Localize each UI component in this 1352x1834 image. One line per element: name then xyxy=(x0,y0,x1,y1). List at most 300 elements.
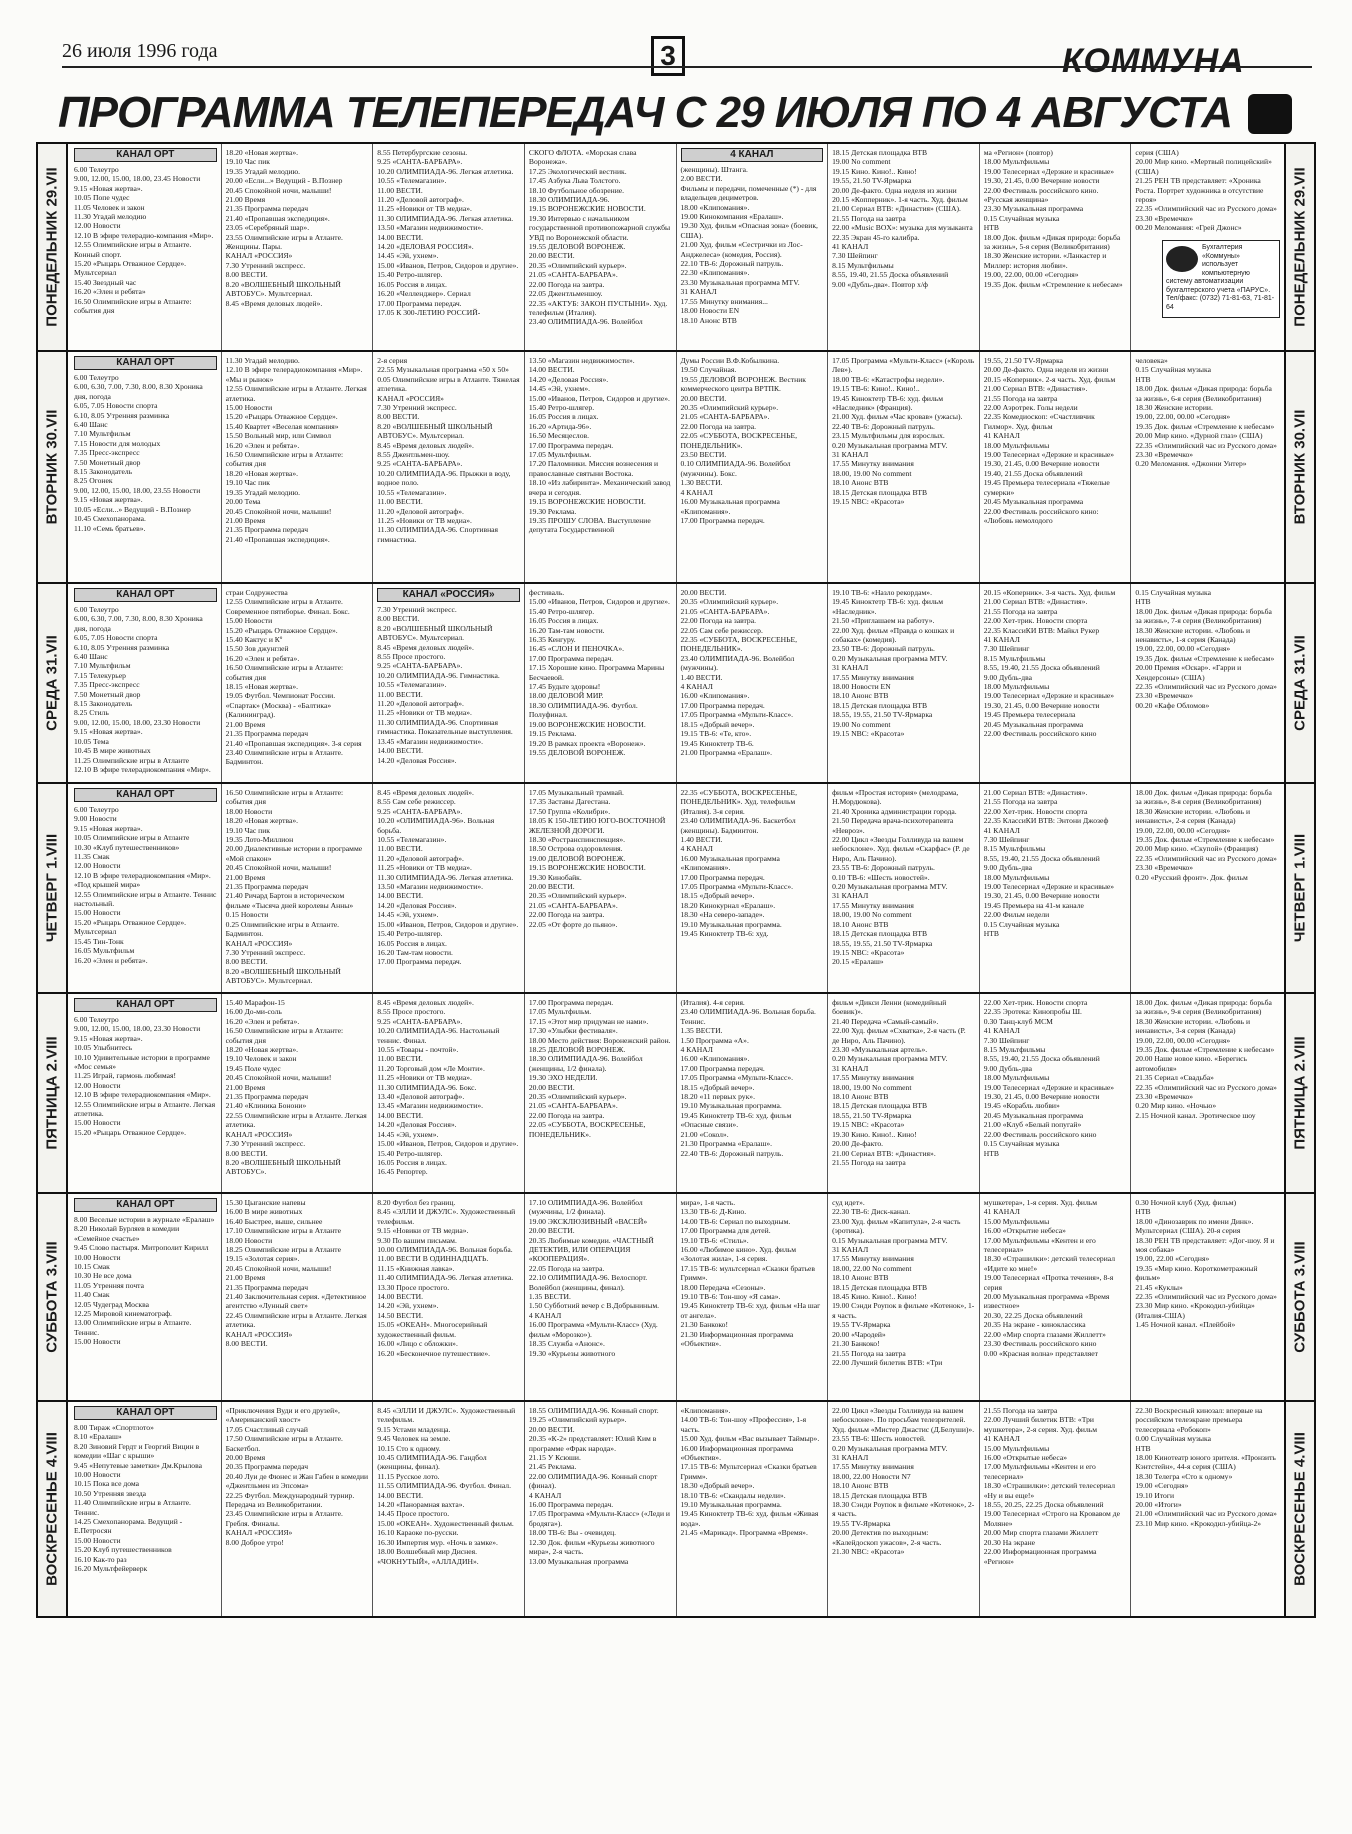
program-listing: 20.15 «Коперник». 2-я часть. Худ. фильм xyxy=(983,374,1116,384)
program-listing: 10.55 «Телемагазин». xyxy=(377,176,447,186)
program-listing: КАНАЛ «РОССИЯ» xyxy=(225,1528,293,1538)
program-listing: 22.35 Комедиоскоп: «Счастливчик Гилмор». Худ. фильм xyxy=(983,412,1095,431)
program-listing: страи Содружества xyxy=(225,588,288,597)
program-listing: 14.00 ВЕСТИ. xyxy=(377,1110,424,1120)
schedule-column xyxy=(373,784,525,992)
program-listing: 6.10, 8.05 Утренняя разминка xyxy=(74,642,170,652)
program-listing: 10.55 «Товары - почтой». xyxy=(377,1045,459,1055)
program-listing: 21.40 Ричард Бартон в историческом фильме «Тысяча дней королевы Анны» xyxy=(225,891,354,910)
program-listing: 8.00 ВЕСТИ. xyxy=(225,957,268,967)
parus-logo-icon xyxy=(1166,246,1198,272)
program-listing: 41 КАНАЛ xyxy=(983,635,1020,645)
program-listing: 12.10 В эфире телерадиокомпания «Мир». xyxy=(74,764,211,774)
program-listing: 11.25 «Новики от ТВ медиа». xyxy=(377,863,472,873)
program-listing: 22.00 Лучший билетик ВТВ: «Три xyxy=(832,1357,943,1367)
program-listing: 15.40 Ретро-шлягер. xyxy=(528,606,595,616)
program-listing: 7.10 Мультфильм xyxy=(74,429,131,439)
program-listing: 10.55 «Телемагазин». xyxy=(377,487,447,497)
program-listing: 17.25 Экологический вестник. xyxy=(528,166,627,176)
program-listing: 20.00 «Чародей» xyxy=(832,1329,886,1339)
program-listing: 7.15 Новости для молодых xyxy=(74,438,161,448)
program-listing: 11.30 ОЛИМПИАДА-96. Бокс. xyxy=(377,1082,477,1092)
schedule-column xyxy=(222,1402,374,1616)
program-listing: 11.00 ВЕСТИ. xyxy=(377,497,423,507)
program-listing: 20.45 Спокойной ночи, малыши! xyxy=(225,185,332,195)
program-listing: 16.00 «Лицо с обложки». xyxy=(377,1339,458,1349)
program-listing: 17.50 Группа «Колибри». xyxy=(528,806,611,816)
program-listing: 20.45 Спокойной ночи, малыши! xyxy=(225,506,332,516)
program-listing: 16.00 «Открытие небеса» xyxy=(983,1226,1066,1236)
program-listing: 19.35 Угадай мелодию. xyxy=(225,166,301,176)
program-listing: 22.55 Музыкальная программа «50 х 50» xyxy=(377,365,509,375)
program-listing: 17.00 Программа передач. xyxy=(528,998,614,1007)
program-listing: 22.45 Олимпийские игры в Атланте. Легкая атлетика. xyxy=(225,1310,367,1330)
program-listing: 18.00 Док. фильм «Дикая природа: борьба за жизнь», 9-я серия (Великобритания) xyxy=(1135,998,1272,1017)
program-listing: 4 КАНАЛ xyxy=(528,1490,562,1500)
program-listing: 6.00 Телеутро xyxy=(74,165,119,174)
schedule-column xyxy=(222,784,374,992)
program-listing: 18.00 ДЕЛОВОЙ МИР. xyxy=(528,691,604,701)
program-listing: 8.15 Законодатель xyxy=(74,699,133,709)
day-label-left xyxy=(38,784,68,992)
header-rule xyxy=(62,66,1312,68)
program-listing: 0.20 «Русский фронт». Док. фильм xyxy=(1135,872,1248,882)
day-block xyxy=(36,992,1316,1194)
schedule-column xyxy=(525,1402,677,1616)
program-listing: 18.10 Анонс ВТВ xyxy=(832,919,889,929)
program-listing: 20.00 Тема xyxy=(225,497,261,507)
program-listing: 10.20 ОЛИМПИАДА-96. Гимнастика. xyxy=(377,670,500,680)
program-listing: 0.15 Музыкальная программа MTV. xyxy=(832,1235,948,1245)
schedule-column xyxy=(677,1402,829,1616)
program-listing: 7.30 Утренний экспресс. xyxy=(377,605,457,614)
program-listing: 8.15 Законодатель xyxy=(74,467,133,477)
program-listing: 0.30 Ночной клуб (Худ. фильм) xyxy=(1135,1198,1237,1207)
program-listing: 00.20 Меломания: «Грей Джонс» xyxy=(1135,223,1242,233)
program-listing: 17.45 Азбука Льва Толстого. xyxy=(528,176,621,186)
program-listing: 15.40 Кактус и Кº xyxy=(225,635,283,645)
program-listing: 19.00 Телесериал «Дерзкие и красивые» xyxy=(983,1082,1115,1092)
program-listing: 18.00, 19.00 No comment xyxy=(832,910,912,920)
program-listing: 4 КАНАЛ xyxy=(528,1310,562,1320)
channel-columns xyxy=(70,1194,1282,1400)
program-listing: 11.05 Человек и закон xyxy=(74,202,145,212)
program-listing: 15.20 «Рыцарь Отважное Сердце». xyxy=(225,625,338,635)
program-listing: 14.20 «Эй, ухнем». xyxy=(377,1301,439,1311)
program-listing: 22.00 Фестиваль российского кино xyxy=(983,1129,1097,1139)
program-listing: 18.00 Док. фильм «Дикая природа: борьба за жизнь», 8-я серия (Великобритания) xyxy=(1135,788,1272,807)
program-listing: 7.30 Шейпинг xyxy=(983,835,1030,845)
program-listing: 8.55 Джентльмен-шоу. xyxy=(377,450,450,460)
program-listing: 11.35 Смак xyxy=(74,852,110,862)
program-listing: 20.35 Любимые комедии. «ЧАСТНЫЙ ДЕТЕКТИВ, ИЛИ ОПЕРАЦИЯ «КООПЕРАЦИЯ». xyxy=(528,1235,654,1264)
program-listing: 8.45 «Время деловых людей». xyxy=(377,788,474,797)
program-listing: 21.00 Худ. фильм «Час кровав» (ужасы). xyxy=(832,412,963,422)
program-listing: 20.35 Программа передач xyxy=(225,1462,309,1472)
program-listing: 19.00 Телесериал «Протка течения», 8-я серия xyxy=(983,1273,1114,1292)
program-listing: 20.00 Музыкальная программа «Время известное» xyxy=(983,1292,1110,1311)
program-listing: 22.05 Джентльменшоу. xyxy=(528,289,603,299)
program-listing: 19.55, 21.50 TV-Ярмарка xyxy=(983,356,1064,365)
program-listing: серия (США) xyxy=(1135,148,1179,157)
program-listing: 22.00 Фильм недели xyxy=(983,910,1050,920)
program-listing: 10.15 Сто к одному. xyxy=(377,1443,441,1453)
program-listing: 20.00 ВЕСТИ. xyxy=(528,882,575,892)
program-listing: 16.20 «Элен и ребята». xyxy=(225,653,300,663)
program-listing: 16.45 Репортер. xyxy=(377,1167,428,1177)
program-listing: 21.35 Сериал «Свадьба» xyxy=(1135,1073,1214,1083)
program-listing: 15.40 Марафон-15 xyxy=(225,998,285,1007)
program-listing: 23.55 ТВ-6: Дорожный патруль. xyxy=(832,863,935,873)
program-listing: 22.00 Фестиваль российского кино. «Русская женщина» xyxy=(983,185,1099,205)
program-listing: 18.00 Док. фильм «Дикая природа: борьба за жизнь», 5-я серия (Великобритания) xyxy=(983,232,1121,252)
program-listing: 0.25 Олимпийские игры в Атланте. Бадминтон. xyxy=(225,919,340,939)
program-listing: 21.35 Программа передач xyxy=(225,525,309,535)
schedule-column xyxy=(980,994,1132,1192)
program-listing: 8.00 ВЕСТИ. xyxy=(377,614,420,624)
program-listing: 18.10 Футбольное обозрение. xyxy=(528,185,625,195)
schedule-column xyxy=(70,144,222,350)
program-listing: 0.20 Музыкальная программа MTV. xyxy=(832,440,948,450)
program-listing: 19.15 ВОРОНЕЖСКИЕ НОВОСТИ. xyxy=(528,204,646,214)
program-listing: 23.30 Музыкальная программа MTV. xyxy=(680,277,800,287)
program-listing: 20.35 «Олимпийский курьер». xyxy=(528,260,627,270)
program-listing: 16.20 «Элен и ребята» xyxy=(74,287,146,297)
program-listing: 19.30 Кино. Кино!.. Кино! xyxy=(832,1129,917,1139)
program-listing: 22.00 Аэротрек. Голы недели xyxy=(983,403,1078,413)
program-listing: 22.00 Хет-трик. Новости спорта xyxy=(983,806,1088,816)
program-listing: 19.10 Музыкальная программа. xyxy=(680,919,782,929)
program-listing: 17.00 Мультфильмы «Кентен и его телесериал» xyxy=(983,1235,1096,1255)
program-listing: 22.35 «АКТУБ: ЗАКОН ПУСТЫНИ». Худ. телефильм (Италия). xyxy=(528,298,668,317)
program-listing: 18.15 Детская площадка ВТВ xyxy=(832,487,928,497)
program-listing: 20.00 Детектив по выходным: «Калейдоскоп ужасов», 2-я часть. xyxy=(832,1528,942,1547)
schedule-column xyxy=(525,144,677,350)
program-listing: 8.45 «ЭЛЛИ И ДЖУЛС». Художественный телефильм. xyxy=(377,1207,516,1226)
program-listing: 17.15 ТВ-6: мультсериал «Сказки братьев Гримм». xyxy=(680,1263,816,1283)
program-listing: 18.00, 22.00 No comment xyxy=(832,1263,912,1273)
day-label-left xyxy=(38,1194,68,1400)
program-listing: 31 КАНАЛ xyxy=(680,287,717,297)
program-listing: 22.35 «Олимпийский час из Русского дома» xyxy=(1135,1292,1277,1302)
program-listing: 31 КАНАЛ xyxy=(832,891,869,901)
schedule-column xyxy=(677,1194,829,1400)
program-listing: 17.00 Программа передач. xyxy=(680,872,765,882)
program-listing: 21.35 Программа передач xyxy=(225,882,309,892)
program-listing: 19.15 NBC: «Красота» xyxy=(832,497,905,507)
program-listing: 17.05 Мультфильм. xyxy=(528,450,592,460)
program-listing: 19.45 Киноктетр ТВ-6. xyxy=(680,738,754,748)
program-listing: 21.50 Передача врача-психотерапевта «Невроз». xyxy=(832,816,954,835)
program-listing: 20.00 ВЕСТИ. xyxy=(680,393,727,403)
schedule-column xyxy=(373,144,525,350)
program-listing: 22.35 «СУББОТА, ВОСКРЕСЕНЬЕ, ПОНЕДЕЛЬНИК». Худ. телефильм (Италия). 3-я серия. xyxy=(680,788,798,816)
program-listing: 18.15 Детская площадка ВТВ xyxy=(832,148,928,157)
program-listing: 18.05 К 150-ЛЕТИЮ ЮГО-ВОСТОЧНОЙ ЖЕЛЕЗНОЙ ДОРОГИ. xyxy=(528,816,666,835)
program-listing: 14.45 «Эй, ухнем». xyxy=(377,251,439,261)
program-listing: 6.00, 6.30, 7.00, 7.30, 8.00, 8.30 Хроника дня, погода xyxy=(74,614,203,633)
program-listing: 23.55 ТВ-6: Шесть новостей. xyxy=(832,1434,926,1444)
program-listing: КАНАЛ «РОССИЯ» xyxy=(377,393,444,403)
schedule-column xyxy=(222,1194,374,1400)
program-listing: 15.20 «Рыцарь Отважное Сердце». xyxy=(74,1127,187,1137)
program-listing: 16.20 Там-там новости. xyxy=(528,625,605,635)
program-listing: 13.50 «Магазин недвижимости». xyxy=(377,223,484,233)
program-listing: 21.05 «САНТА-БАРБАРА». xyxy=(680,606,770,616)
day-label-right xyxy=(1284,352,1314,582)
program-listing: 21.30 Информационная программа «Объектив». xyxy=(680,1329,794,1349)
program-listing: 12.00 Новости xyxy=(74,221,121,231)
program-listing: 17.00 Программа передач. xyxy=(680,700,765,710)
program-listing: 18.30 Женские истории. xyxy=(1135,403,1213,413)
day-block xyxy=(36,582,1316,784)
program-listing: 1.50 Программа «А». xyxy=(680,1035,749,1045)
program-listing: 16.10 Как-то раз xyxy=(74,1554,127,1564)
day-block xyxy=(36,782,1316,994)
program-listing: 20.35 «Олимпийский курьер». xyxy=(680,597,779,607)
program-listing: 1.35 ВЕСТИ. xyxy=(528,1292,571,1302)
program-listing: 23.15 Мультфильмы для взрослых. xyxy=(832,431,945,441)
program-listing: 20.00 Де-факто. xyxy=(832,1139,884,1149)
program-listing: 18.30 «Страшилки»: детский телесериал «Ну и вы еще!» xyxy=(983,1481,1116,1500)
program-listing: 19.00 No comment xyxy=(832,157,891,167)
channel-columns xyxy=(70,352,1282,582)
program-listing: 18.00 Передача «Сезоны». xyxy=(680,1282,766,1292)
program-listing: 9.25 «САНТА-БАРБАРА». xyxy=(377,806,463,816)
program-listing: 18.00 Мультфильмы xyxy=(983,682,1050,692)
program-listing: 21.35 Программа передач xyxy=(225,1092,309,1102)
day-label-text: ВОСКРЕСЕНЬЕ 4.VIII xyxy=(43,1432,61,1586)
program-listing: 19.15 ТВ-6: Кино!.. Кино!.. xyxy=(832,384,920,394)
tv-icon xyxy=(1248,94,1292,134)
program-listing: 23.40 ОЛИМПИАДА-96. Волейбол (мужчины). xyxy=(680,653,795,673)
program-listing: НТВ xyxy=(983,1148,999,1158)
program-listing: 22.35 Эротека: Кинопробы Ш. xyxy=(983,1007,1082,1017)
program-listing: 17.55 Минутку внимания xyxy=(832,459,914,469)
program-listing: 19.30, 21.45, 0.00 Вечерние новости xyxy=(983,700,1100,710)
program-listing: НТВ xyxy=(1135,1443,1151,1453)
day-label-text: СРЕДА 31.VII xyxy=(1291,635,1309,731)
program-listing: 17.55 Минутку внимания xyxy=(832,1254,914,1264)
program-listing: 8.45 «ЭЛЛИ И ДЖУЛС». Художественный телефильм. xyxy=(377,1406,516,1425)
program-listing: 16.00 Музыкальная программа «Клипомания». xyxy=(680,853,780,873)
program-listing: НТВ xyxy=(983,223,999,233)
program-listing: 14.45 «Эй, ухнем». xyxy=(528,384,591,394)
day-label-text: ПОНЕДЕЛЬНИК 29.VII xyxy=(43,167,61,327)
program-listing: 20.00 Время xyxy=(225,1453,266,1463)
program-listing: 19.10 Итоги xyxy=(1135,1490,1175,1500)
program-listing: 21.55 Погода на завтра xyxy=(832,1157,906,1167)
schedule-column xyxy=(525,994,677,1192)
program-listing: 19.30, 21.45, 0.00 Вечерние новости xyxy=(983,1092,1100,1102)
program-listing: 19.45 Киноктетр ТВ-6: худ. фильм «Наследник» (Франция). xyxy=(832,393,944,413)
program-listing: 10.45 Смехопанорама. xyxy=(74,514,146,524)
program-listing: 18.15 Детская площадка ВТВ xyxy=(832,1282,928,1292)
program-listing: 15.00 Новости xyxy=(74,1118,121,1128)
program-listing: 11.20 «Деловой автограф». xyxy=(377,195,464,205)
schedule-column xyxy=(980,1194,1132,1400)
program-listing: НТВ xyxy=(983,929,999,939)
program-listing: 11.05 Утренняя почта xyxy=(74,1280,144,1290)
program-listing: 18.30 ОЛИМПИАДА-96. Футбол. Полуфинал. xyxy=(528,700,638,720)
program-listing: 19.35 ПРОШУ СЛОВА. Выступление депутата Государственной xyxy=(528,515,651,535)
program-listing: 8.15 Мультфильмы xyxy=(983,844,1046,854)
schedule-column xyxy=(1131,1402,1282,1616)
program-listing: 16.05 Мультфильм xyxy=(74,946,135,956)
program-listing: 15.00 Новости xyxy=(74,1337,121,1347)
schedule-column xyxy=(677,352,829,582)
program-listing: «Приключения Вуди и его друзей», «Американский хвост» xyxy=(225,1406,340,1425)
program-listing: 12.10 В эфире телерадиокомпания «Мир». «Мы и рынок» xyxy=(225,365,363,384)
program-listing: КАНАЛ «РОССИЯ» xyxy=(225,251,293,261)
program-listing: 21.40 «Пропавшая экспедиция». 3-я серия xyxy=(225,738,362,748)
program-listing: 21.40 Заключительная серия. «Детективное агентство «Лунный свет» xyxy=(225,1292,367,1311)
program-listing: 21.00 Сериал ВТВ: «Династия» (США). xyxy=(832,204,961,214)
program-listing: 18.00 Новости EN xyxy=(832,682,891,692)
schedule-column xyxy=(980,144,1132,350)
program-listing: 19.00 ДЕЛОВОЙ ВОРОНЕЖ. xyxy=(528,853,626,863)
program-listing: 19.35 «Мир кино. Короткометражный фильм» xyxy=(1135,1263,1258,1283)
program-listing: 19.00 «Сегодня» xyxy=(1135,1481,1189,1491)
program-listing: 15.40 Ретро-шлягер. xyxy=(377,1148,443,1158)
program-listing: 8.00 ВЕСТИ. xyxy=(225,1339,268,1349)
program-listing: 21.00 Время xyxy=(225,195,266,205)
program-listing: 14.00 ВЕСТИ. xyxy=(377,232,424,242)
program-listing: 0.05 Олимпийские игры в Атланте. Тяжелая атлетика. xyxy=(377,374,520,394)
program-listing: 18.10 Анонс ВТВ xyxy=(680,315,737,325)
program-listing: 15.45 Тин-Тонк xyxy=(74,936,124,946)
program-listing: 17.55 Минутку внимания... xyxy=(680,296,768,306)
program-listing: 9.15 «Новая жертва». xyxy=(74,823,143,833)
program-listing: 19.00 Телесериал «Строго на Кровавом де Моляне» xyxy=(983,1509,1120,1528)
program-listing: 22.05 «СУББОТА, ВОСКРЕСЕНЬЕ, ПОНЕДЕЛЬНИК». xyxy=(528,1120,646,1139)
program-listing: 14.45 «Эй, ухнем». xyxy=(377,1129,439,1139)
program-listing: 19.10 Час пик xyxy=(225,157,271,167)
program-listing: 10.30 «Клуб путешественников» xyxy=(74,842,180,852)
program-listing: 15.50 Вольный мир, или Символ xyxy=(225,431,331,441)
program-listing: 9.45 Слово пастыря. Митрополит Кирилл xyxy=(74,1243,209,1253)
program-listing: 13.50 «Магазин недвижимости». xyxy=(528,356,635,365)
program-listing: 31 КАНАЛ xyxy=(832,1453,869,1463)
schedule-column xyxy=(70,784,222,992)
program-listing: 22.00 Худ. фильм «Схватка», 2-я часть (Р. де Ниро, Аль Пачино). xyxy=(832,1026,966,1045)
program-listing: 17.35 Заставы Дагестана. xyxy=(528,797,611,807)
program-listing: 16.00 Информационная программа «Объектив». xyxy=(680,1443,794,1463)
program-listing: 23.30 Фестиваль российского кино xyxy=(983,1339,1097,1349)
program-listing: 18.00 ТВ-6: «Катастрофы недели». xyxy=(832,374,945,384)
program-listing: 16.05 Россия в лицах. xyxy=(377,279,447,289)
day-label-left xyxy=(38,144,68,350)
program-listing: 21.00 Сериал ВТВ: «Династия». xyxy=(832,1148,936,1158)
schedule-column xyxy=(70,352,222,582)
program-listing: 16.00 Музыкальная программа «Клипомания». xyxy=(680,497,780,516)
program-listing: 9.15 «Новая жертва». xyxy=(74,1033,143,1043)
program-listing: 19.30, 21.45, 0.00 Вечерние новости xyxy=(983,459,1100,469)
program-listing: 20.45 Спокойной ночи, малыши! xyxy=(225,1073,332,1083)
program-listing: 19.45 Киноктетр ТВ-6: худ. xyxy=(680,929,769,939)
program-listing: 19.50 Случайная. xyxy=(680,365,737,375)
program-listing: 17.05 Программа «Мульти-Класс». xyxy=(680,1073,794,1083)
program-listing: 21.00 Время xyxy=(225,872,266,882)
program-listing: 14.20 «Деловая Россия». xyxy=(377,1120,457,1130)
program-listing: 14.00 ТВ-6: Тон-шоу «Профессия», 1-я часть. xyxy=(680,1415,807,1434)
program-listing: суд идет». xyxy=(832,1198,865,1207)
program-listing: 0.20 Музыкальная программа MTV. xyxy=(832,653,948,663)
program-listing: 18.35 Служба «Анонс». xyxy=(528,1339,605,1349)
program-listing: 10.20 ОЛИМПИАДА-96. Легкая атлетика. xyxy=(377,166,514,176)
program-listing: «Клипомания». xyxy=(680,1406,731,1415)
program-listing: 11.30 ОЛИМПИАДА-96. Легкая атлетика. xyxy=(377,872,514,882)
schedule-column xyxy=(373,994,525,1192)
day-label-left xyxy=(38,994,68,1192)
program-listing: (женщины). Штанга. xyxy=(680,165,748,174)
program-listing: 18.30 Женские истории. «Любовь и ненависть», 3-я серия (Канада) xyxy=(1135,1016,1251,1036)
program-listing: 6.40 Шанс xyxy=(74,420,108,430)
program-listing: 18.55, 20.25, 22.25 Доска объявлений xyxy=(983,1500,1104,1510)
program-listing: 11.25 Играй, гармонь любимая! xyxy=(74,1071,177,1081)
program-listing: 19.00, 22.00 «Сегодня» xyxy=(1135,1254,1210,1264)
program-listing: 19.00 Кинокомпания «Ералаш». xyxy=(680,212,784,222)
page-number: 3 xyxy=(651,36,685,76)
program-listing: 10.05 Олимпийские игры в Атланте xyxy=(74,833,190,843)
program-listing: 0.15 Случайная музыка xyxy=(1135,588,1211,597)
program-listing: 17.05 Программа «Мульти-Класс» («Леди и бродяга»). xyxy=(528,1509,670,1528)
program-listing: 21.45 «Марикад». Программа «Время». xyxy=(680,1528,808,1538)
program-listing: 12.10 В эфире телерадиокомпания «Мир». xyxy=(74,1090,211,1100)
page-header xyxy=(0,0,1352,90)
program-listing: 10.20 ОЛИМПИАДА-96. Настольный теннис. Финал. xyxy=(377,1026,500,1045)
program-listing: 21.00 Сериал ВТВ: «Династия». xyxy=(983,384,1088,394)
program-listing: 8.55 Просе простого. xyxy=(377,1007,446,1017)
program-listing: КАНАЛ «РОССИЯ» xyxy=(225,938,293,948)
program-listing: 14.20 «Деловая Россия». xyxy=(528,374,609,384)
program-listing: 12.55 Олимпийские игры в Атланте. Теннис настольный. xyxy=(74,889,217,909)
program-listing: 17.55 Минутку внимания xyxy=(832,672,914,682)
program-listing: 19.30 «Курьезы животного xyxy=(528,1348,616,1358)
program-listing: 9.00 Дубль-два xyxy=(983,1063,1032,1073)
program-listing: 19.00 ЭКСКЛЮЗИВНЫЙ «ВАСЕЙ» xyxy=(528,1216,648,1226)
program-listing: 20.35 «Олимпийский курьер». xyxy=(528,891,627,901)
program-listing: 0.10 ТВ-6: «Шесть новостей». xyxy=(832,872,930,882)
program-listing: 18.30 «На северо-западе». xyxy=(680,910,765,920)
program-listing: 20.00 Де-факто. Одна неделя из жизни xyxy=(832,185,957,195)
program-listing: 16.20 «Элен и ребята». xyxy=(225,1016,300,1026)
program-listing: 21.40 Хроника администрации города. xyxy=(832,806,957,816)
program-listing: 23.30 «Музыкальная артель». xyxy=(832,1045,928,1055)
program-listing: 18.10 Анонс ВТВ xyxy=(832,1273,889,1283)
program-listing: 14.00 ВЕСТИ. xyxy=(528,365,575,375)
schedule-column xyxy=(525,784,677,992)
program-listing: 18.20 «Новая жертва». xyxy=(225,816,299,826)
program-listing: 16.20 «Элен и ребята». xyxy=(74,955,148,965)
program-listing: 19.45 Киноктетр ТВ-6: худ. фильм «Живая вода». xyxy=(680,1509,819,1528)
schedule-column xyxy=(1131,994,1282,1192)
program-listing: 9.25 «САНТА-БАРБАРА». xyxy=(377,661,463,671)
program-listing: 20.00 Мир кино. «Мертвый полицейский» (США) xyxy=(1135,157,1272,176)
channel-heading: КАНАЛ ОРТ xyxy=(74,788,217,802)
program-listing: 19.45 «Корабль любви» xyxy=(983,1101,1060,1111)
program-listing: 20.00 «Если...» Ведущий - В.Познер xyxy=(225,176,343,186)
channel-columns xyxy=(70,1402,1282,1616)
program-listing: 7.30 Утренний экспресс. xyxy=(225,947,306,957)
program-listing: 20.00 ВЕСТИ. xyxy=(528,251,575,261)
newspaper-logo: КОММУНА xyxy=(1062,42,1245,80)
program-listing: 18.00 Волшебный мир Диснея. «ЧОКНУТЫЙ», «АЛЛАДИН». xyxy=(377,1547,479,1566)
program-listing: 17.00 Программа для детей. xyxy=(680,1226,771,1236)
program-listing: 15.20 «Рыцарь Отважное Сердце». Мультсериал xyxy=(74,259,187,278)
program-listing: 6.00, 6.30, 7.00, 7.30, 8.00, 8.30 Хроника дня, погода xyxy=(74,382,203,401)
program-listing: 9.15 «Новики от ТВ медиа». xyxy=(377,1226,469,1236)
